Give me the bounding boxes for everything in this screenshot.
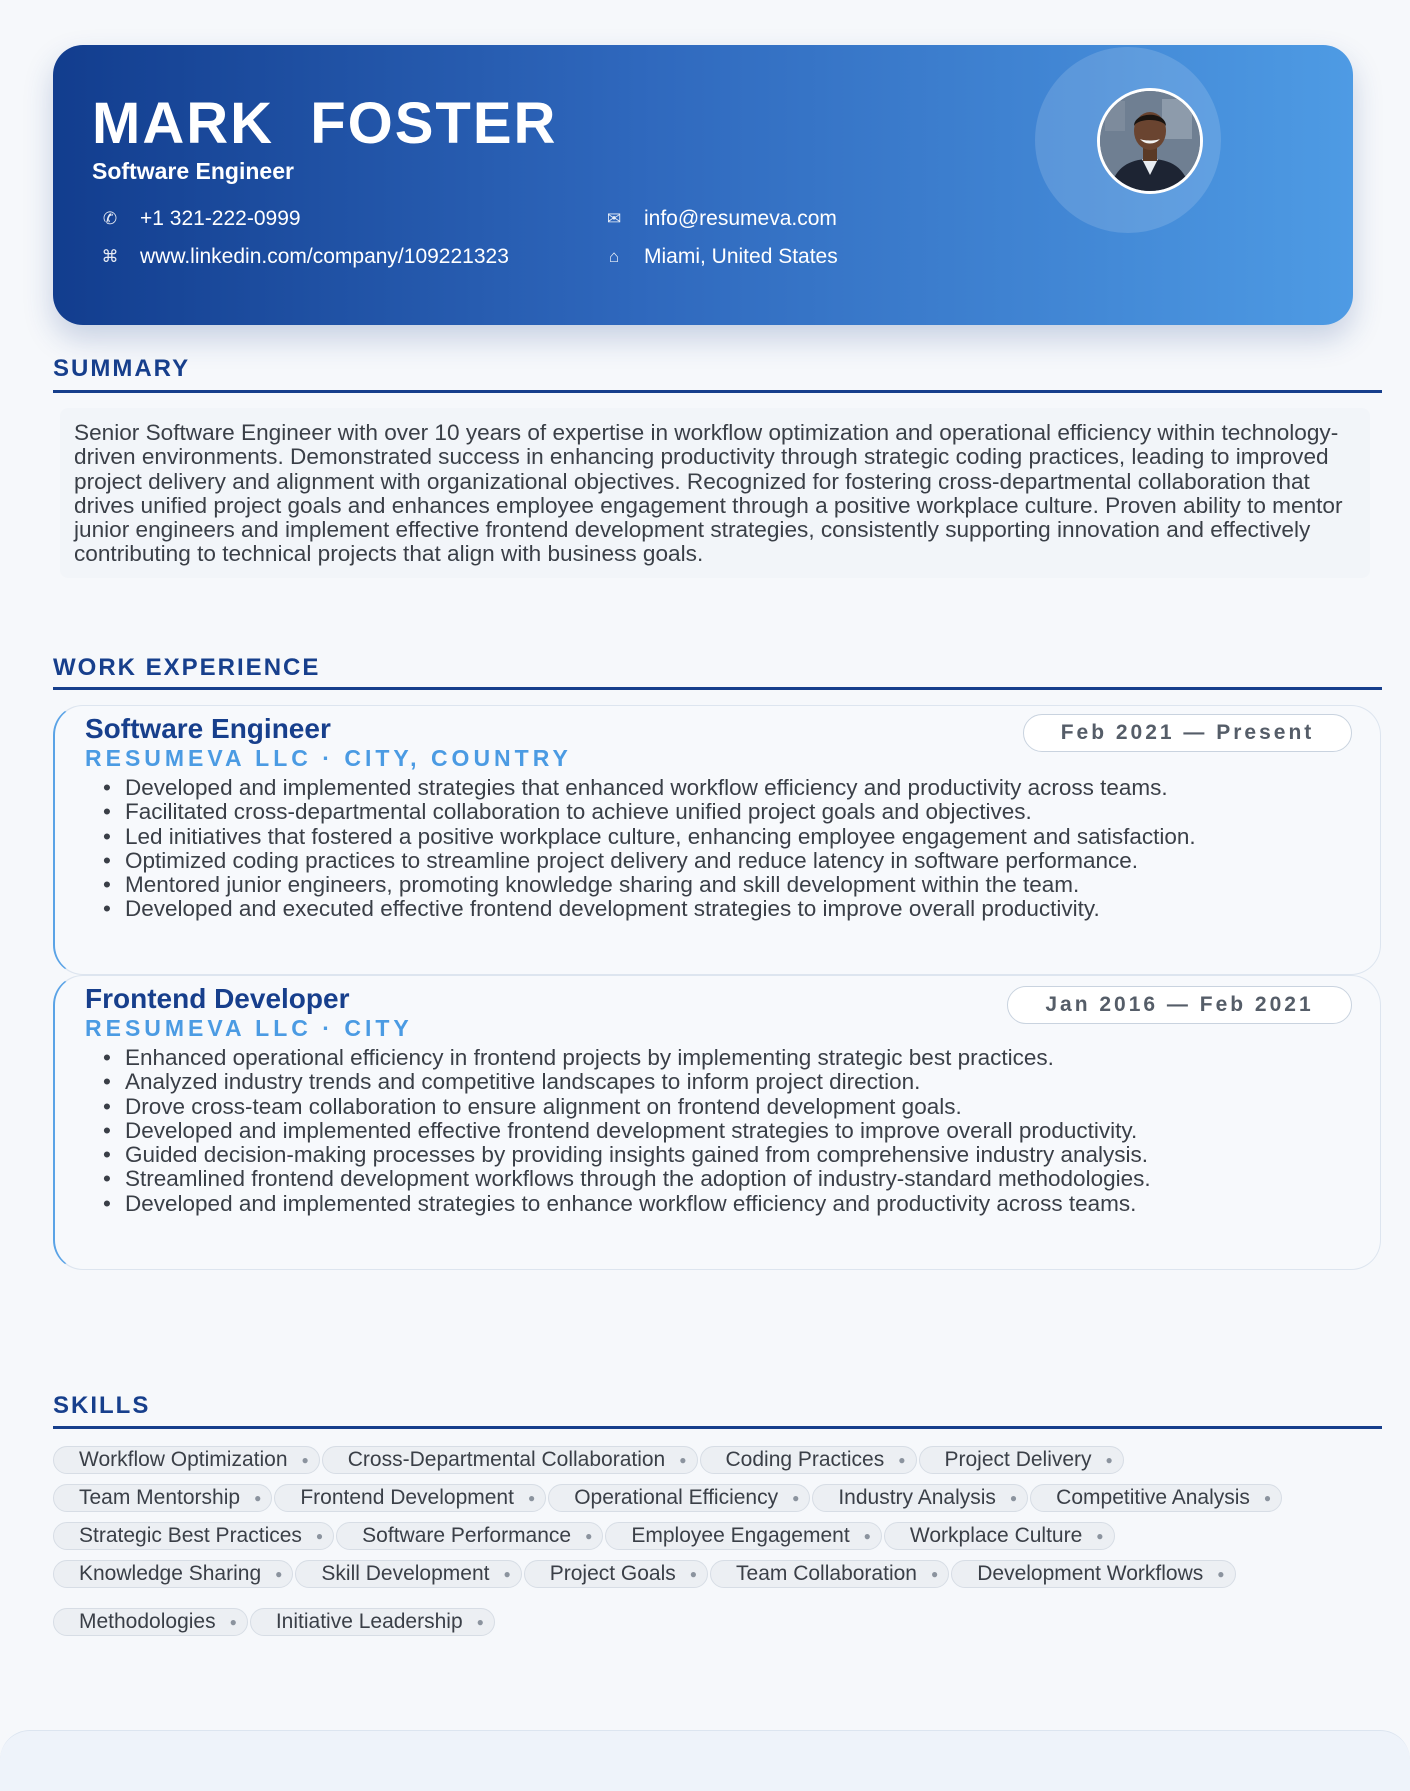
experience-divider xyxy=(53,687,1382,690)
skill-chip xyxy=(951,1560,1235,1588)
dot-icon: ● xyxy=(301,1453,309,1467)
skill-label: Development Workflows xyxy=(977,1562,1204,1585)
job-card xyxy=(53,975,1381,1270)
skills-row xyxy=(53,1608,1383,1636)
skill-label: Competitive Analysis xyxy=(1056,1486,1250,1509)
dot-icon: ● xyxy=(585,1529,593,1543)
skill-chip xyxy=(322,1446,698,1474)
job-bullet: • Analyzed industry trends and competitive landscapes to inform project direction. xyxy=(103,1070,1151,1094)
dot-icon: ● xyxy=(503,1567,511,1581)
skill-chip xyxy=(53,1484,272,1512)
skill-chip xyxy=(295,1560,521,1588)
skill-label: Operational Efficiency xyxy=(574,1486,779,1509)
link-icon: ⌘ xyxy=(101,247,119,266)
skill-chip xyxy=(524,1560,708,1588)
summary-heading: SUMMARY xyxy=(53,355,191,382)
job-bullet: • Enhanced operational efficiency in frontend projects by implementing strategic best practices. xyxy=(103,1046,1151,1070)
skill-label: Methodologies xyxy=(79,1610,216,1633)
skills-row xyxy=(53,1522,1383,1550)
skill-label: Employee Engagement xyxy=(631,1524,850,1547)
skill-chip xyxy=(53,1446,320,1474)
skill-label: Industry Analysis xyxy=(838,1486,996,1509)
skill-chip xyxy=(250,1608,495,1636)
dot-icon: ● xyxy=(679,1453,687,1467)
skill-chip xyxy=(884,1522,1115,1550)
skill-label: Skill Development xyxy=(321,1562,490,1585)
dot-icon: ● xyxy=(229,1615,237,1629)
contact-email[interactable] xyxy=(604,207,837,231)
skills-row xyxy=(53,1446,1383,1474)
job-bullets xyxy=(103,776,1196,922)
skill-chip xyxy=(336,1522,603,1550)
contact-location xyxy=(604,245,838,269)
job-company: RESUMEVA LLC · CITY xyxy=(85,1015,413,1041)
dot-icon: ● xyxy=(930,1567,939,1581)
skill-chip xyxy=(700,1446,917,1474)
job-bullet: • Facilitated cross-departmental collaboration to achieve unified project goals and objectives. xyxy=(103,800,1196,824)
skill-chip xyxy=(1030,1484,1282,1512)
contact-phone xyxy=(100,207,301,231)
job-dates: Jan 2016 — Feb 2021 xyxy=(1007,986,1352,1024)
location-text: Miami, United States xyxy=(644,245,838,268)
skill-chip xyxy=(919,1446,1124,1474)
skill-label: Knowledge Sharing xyxy=(79,1562,262,1585)
skill-label: Workplace Culture xyxy=(909,1524,1083,1547)
dot-icon: ● xyxy=(863,1529,871,1543)
job-bullet: • Developed and implemented strategies to enhance workflow efficiency and productivity across teams. xyxy=(103,1192,1151,1216)
footer-band xyxy=(0,1730,1410,1791)
job-dates: Feb 2021 — Present xyxy=(1023,714,1352,752)
dot-icon: ● xyxy=(254,1491,262,1505)
job-card xyxy=(53,705,1381,975)
dot-icon: ● xyxy=(1263,1491,1272,1505)
job-bullet: • Led initiatives that fostered a positive workplace culture, enhancing employee engagement and satisfaction. xyxy=(103,825,1196,849)
skill-label: Coding Practices xyxy=(725,1448,885,1471)
skill-label: Cross-Departmental Collaboration xyxy=(347,1448,666,1471)
skills-list xyxy=(53,1446,1383,1646)
skill-label: Workflow Optimization xyxy=(79,1448,288,1471)
job-bullet: • Streamlined frontend development workflows through the adoption of industry-standard methodologies. xyxy=(103,1167,1151,1191)
job-bullets xyxy=(103,1046,1151,1216)
home-icon: ⌂ xyxy=(608,247,620,266)
job-role: Software Engineer xyxy=(85,713,331,744)
skill-label: Team Collaboration xyxy=(736,1562,917,1585)
skills-row xyxy=(53,1484,1383,1512)
dot-icon: ● xyxy=(1105,1453,1113,1467)
skill-label: Initiative Leadership xyxy=(275,1610,463,1633)
candidate-name: MARK FOSTER xyxy=(92,91,558,156)
skill-label: Software Performance xyxy=(362,1524,572,1547)
avatar xyxy=(1097,88,1203,194)
job-company: RESUMEVA LLC · CITY, COUNTRY xyxy=(85,745,572,771)
job-bullet: • Developed and executed effective frontend development strategies to improve overall productivity. xyxy=(103,897,1196,921)
job-bullet: • Guided decision-making processes by providing insights gained from comprehensive industry analysis. xyxy=(103,1143,1151,1167)
job-role: Frontend Developer xyxy=(85,983,350,1014)
summary-text: Senior Software Engineer with over 10 years of expertise in workflow optimization and operational efficiency within technology-driven environments. Demonstrated success in enhancing productivity through strategic coding practices, leading to improved project delivery and alignment with organizational objectives. Recognized for fostering cross-departmental collaboration that drives unified project goals and enhances employee engagement through a positive workplace culture. Proven ability to mentor junior engineers and implement effective frontend development strategies, consistently supporting innovation and effectively contributing to technical projects that align with business goals. xyxy=(74,420,1343,567)
job-bullet: • Optimized coding practices to streamline project delivery and reduce latency in software performance. xyxy=(103,849,1196,873)
phone-icon: ✆ xyxy=(102,209,118,228)
job-bullet: • Developed and implemented effective frontend development strategies to improve overall productivity. xyxy=(103,1119,1151,1143)
skill-chip xyxy=(53,1560,293,1588)
candidate-title: Software Engineer xyxy=(92,158,294,184)
experience-heading: WORK EXPERIENCE xyxy=(53,654,321,681)
envelope-icon: ✉ xyxy=(606,209,622,228)
skill-chip xyxy=(548,1484,810,1512)
profile-photo xyxy=(1100,91,1200,191)
skill-chip xyxy=(53,1522,334,1550)
skill-chip xyxy=(605,1522,882,1550)
skills-heading: SKILLS xyxy=(53,1392,151,1419)
job-bullet: • Developed and implemented strategies that enhanced workflow efficiency and productivity across teams. xyxy=(103,776,1196,800)
dot-icon: ● xyxy=(275,1567,283,1581)
skill-label: Frontend Development xyxy=(300,1486,514,1509)
contact-linkedin[interactable] xyxy=(100,245,509,269)
skills-divider xyxy=(53,1426,1382,1429)
email-text[interactable]: info@resumeva.com xyxy=(644,207,837,230)
skill-chip xyxy=(812,1484,1028,1512)
dot-icon: ● xyxy=(527,1491,536,1505)
dot-icon: ● xyxy=(1096,1529,1104,1543)
job-bullet: • Mentored junior engineers, promoting knowledge sharing and skill development within the team. xyxy=(103,873,1196,897)
dot-icon: ● xyxy=(898,1453,906,1467)
skill-label: Team Mentorship xyxy=(79,1486,241,1509)
dot-icon: ● xyxy=(1009,1491,1018,1505)
linkedin-text[interactable]: www.linkedin.com/company/109221323 xyxy=(140,245,509,268)
skill-label: Strategic Best Practices xyxy=(79,1524,302,1547)
skill-label: Project Delivery xyxy=(944,1448,1092,1471)
skill-chip xyxy=(710,1560,949,1588)
skill-label: Project Goals xyxy=(549,1562,676,1585)
dot-icon: ● xyxy=(792,1491,800,1505)
phone-text: +1 321-222-0999 xyxy=(140,207,301,230)
summary-divider xyxy=(53,390,1382,393)
skill-chip xyxy=(274,1484,546,1512)
dot-icon: ● xyxy=(1217,1567,1225,1581)
job-bullet: • Drove cross-team collaboration to ensure alignment on frontend development goals. xyxy=(103,1095,1151,1119)
dot-icon: ● xyxy=(476,1615,484,1629)
skills-row xyxy=(53,1560,1383,1588)
skill-chip xyxy=(53,1608,248,1636)
dot-icon: ● xyxy=(315,1529,324,1543)
dot-icon: ● xyxy=(689,1567,698,1581)
